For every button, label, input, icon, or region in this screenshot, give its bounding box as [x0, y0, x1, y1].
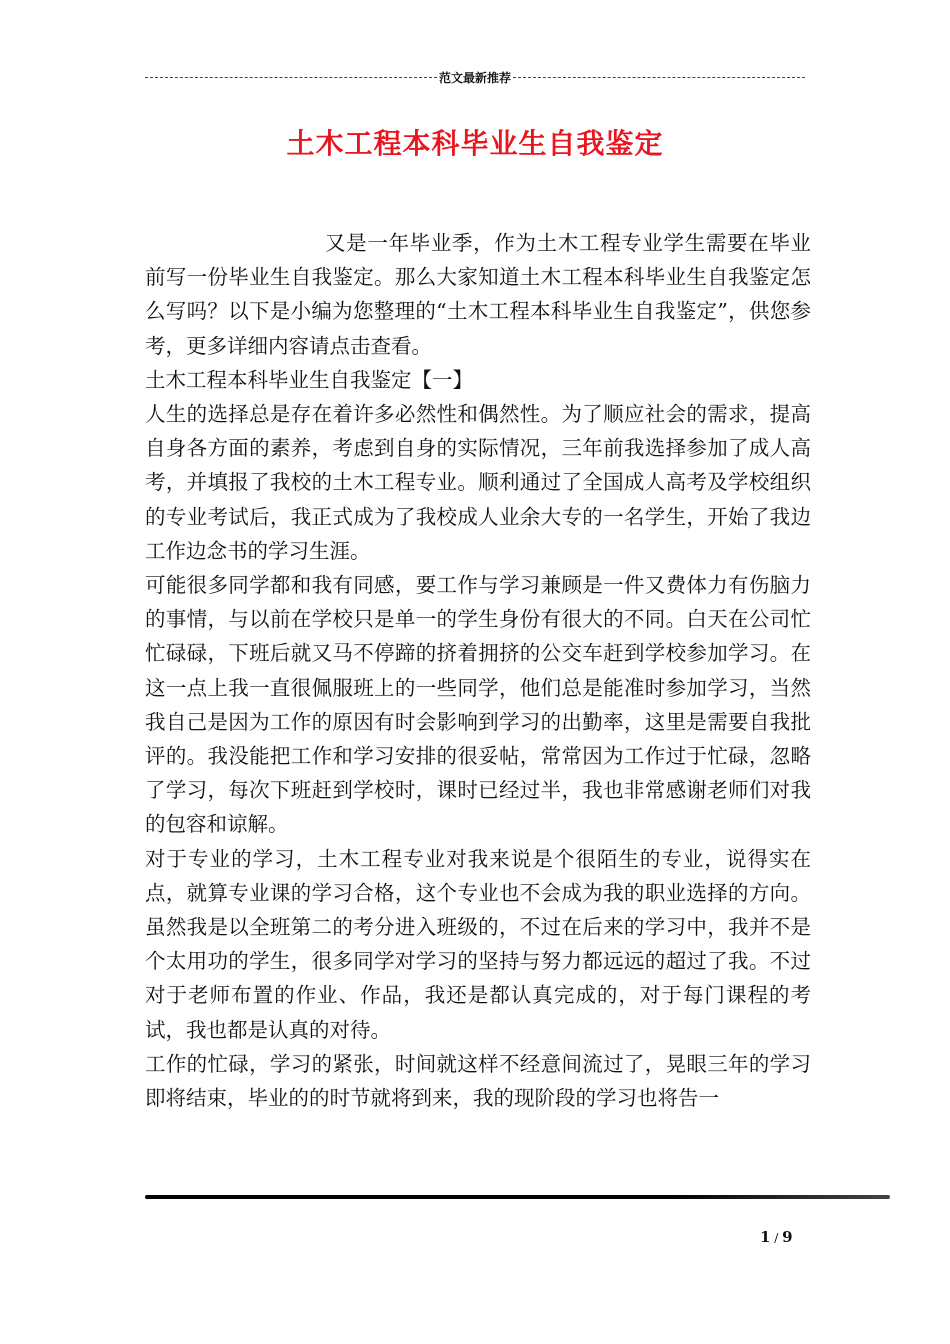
intro-paragraph: 又是一年毕业季，作为土木工程专业学生需要在毕业前写一份毕业生自我鉴定。那么大家知道土木工程本科毕业生自我鉴定怎么写吗？以下是小编为您整理的“土木工程本科毕业生自我鉴定”，供您参考，更多详细内容请点击查看。 [145, 231, 811, 358]
footer-rule [145, 1195, 890, 1199]
header-dash-left [145, 77, 437, 78]
section-heading: 土木工程本科毕业生自我鉴定【一】 [145, 367, 473, 392]
document-title: 土木工程本科毕业生自我鉴定 [286, 127, 664, 160]
header-dash-right [513, 77, 805, 78]
body-paragraph: 人生的选择总是存在着许多必然性和偶然性。为了顺应社会的需求，提高自身各方面的素养，考虑到自身的实际情况，三年前我选择参加了成人高考，并填报了我校的土木工程专业。顺利通过了全国成人高考及学校组织的专业考试后，我正式成为了我校成人业余大专的一名学生，开始了我边工作边念书的学习生涯。 [145, 402, 811, 563]
page-separator: / [770, 1231, 783, 1245]
page-total: 9 [782, 1228, 793, 1246]
body-paragraph: 对于专业的学习，土木工程专业对我来说是个很陌生的专业，说得实在点，就算专业课的学习合格，这个专业也不会成为我的职业选择的方向。虽然我是以全班第二的考分进入班级的，不过在后来的学习中，我并不是个太用功的学生，很多同学对学习的坚持与努力都远远的超过了我。不过对于老师布置的作业、作品，我还是都认真完成的，对于每门课程的考试，我也都是认真的对待。 [145, 846, 811, 1042]
page-number [760, 1228, 793, 1246]
page-current: 1 [760, 1228, 771, 1246]
body-paragraph: 工作的忙碌，学习的紧张，时间就这样不经意间流过了，晃眼三年的学习即将结束，毕业的的时节就将到来，我的现阶段的学习也将告一 [145, 1051, 811, 1111]
page-header [145, 66, 805, 88]
document-body [145, 226, 811, 1115]
body-paragraph: 可能很多同学都和我有同感，要工作与学习兼顾是一件又费体力有伤脑力的事情，与以前在学校只是单一的学生身份有很大的不同。白天在公司忙忙碌碌，下班后就又马不停蹄的挤着拥挤的公交车赶到学校参加学习。在这一点上我一直很佩服班上的一些同学，他们总是能准时参加学习，当然我自己是因为工作的原因有时会影响到学习的出勤率，这里是需要自我批评的。我没能把工作和学习安排的很妥帖，常常因为工作过于忙碌，忽略了学习，每次下班赶到学校时，课时已经过半，我也非常感谢老师们对我的包容和谅解。 [145, 573, 811, 837]
header-label: 范文最新推荐 [439, 70, 512, 85]
